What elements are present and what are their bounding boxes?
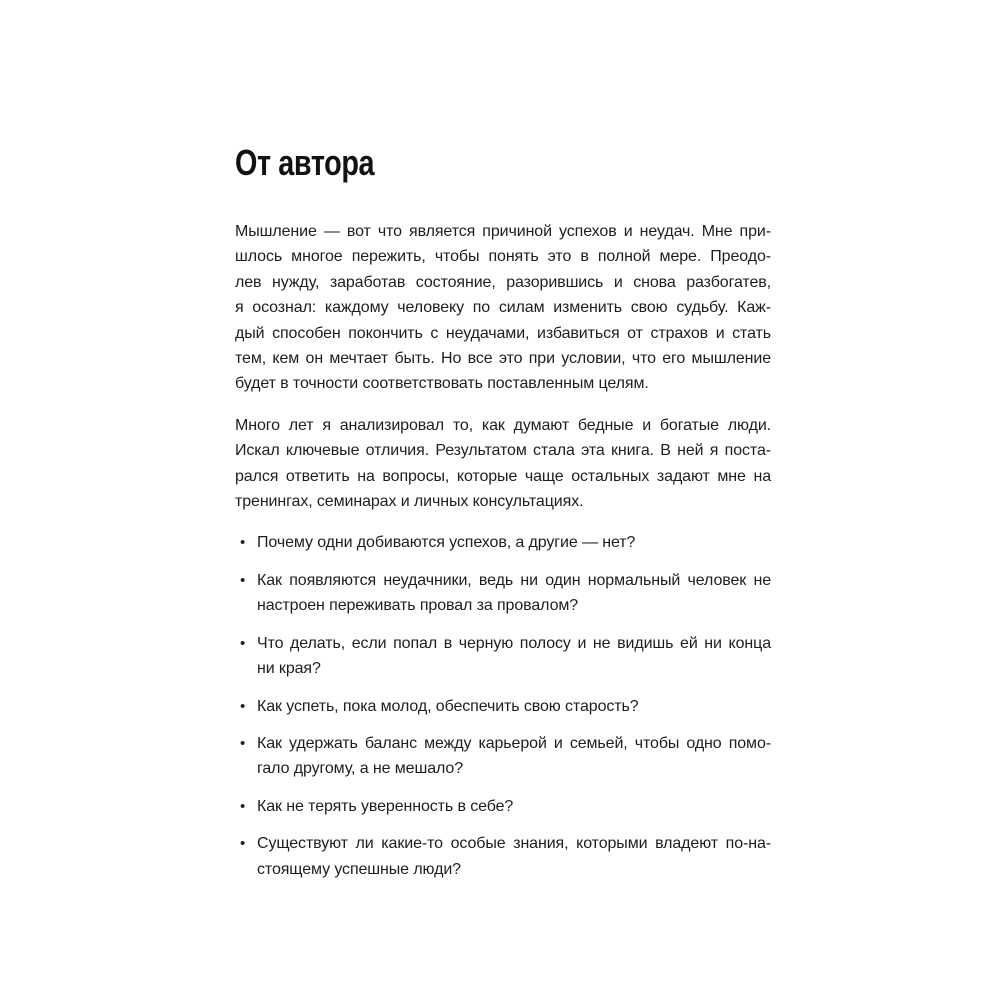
bullet-line: Как удержать баланс между карьерой и семьей, чтобы одно помо-: [257, 734, 771, 752]
book-page: [235, 143, 771, 894]
bullet-line: Как появляются неудачники, ведь ни один нормальный человек не: [257, 571, 771, 589]
bullet-icon: •: [240, 797, 246, 815]
bullet-content: [257, 831, 771, 882]
list-item: [235, 631, 771, 682]
bullet-line: Как успеть, пока молод, обеспечить свою старость?: [257, 697, 639, 715]
bullet-content: [257, 568, 771, 619]
question-list: [235, 530, 771, 881]
paragraph-line: Искал ключевые отличия. Результатом стала эта книга. В ней я поста-: [235, 442, 771, 460]
paragraph-line: я осознал: каждому человеку по силам изменить свою судьбу. Каж-: [235, 299, 771, 317]
bullet-icon: •: [240, 835, 246, 853]
bullet-content: [257, 530, 771, 555]
list-item: [235, 530, 771, 555]
bullet-content: [257, 631, 771, 682]
paragraph-line: дый способен покончить с неудачами, избавиться от страхов и стать: [235, 324, 771, 342]
bullet-line: ни края?: [257, 660, 321, 678]
bullet-line: настроен переживать провал за провалом?: [257, 597, 579, 615]
bullet-line: Существуют ли какие-то особые знания, которыми владеют по-на-: [257, 835, 771, 853]
paragraph-line: будет в точности соответствовать поставленным целям.: [235, 375, 649, 393]
bullet-icon: •: [240, 734, 246, 752]
list-item: [235, 831, 771, 882]
bullet-content: [257, 794, 771, 819]
list-item: [235, 568, 771, 619]
paragraph-line: шлось многое пережить, чтобы понять это в полной мере. Преодо-: [235, 248, 771, 266]
paragraph-line: тренингах, семинарах и личных консультациях.: [235, 493, 584, 511]
bullet-line: стоящему успешные люди?: [257, 860, 461, 878]
bullet-line: Что делать, если попал в черную полосу и не видишь ей ни конца: [257, 634, 771, 652]
bullet-icon: •: [240, 634, 246, 652]
bullet-content: [257, 694, 771, 719]
paragraph: [235, 413, 771, 515]
list-item: [235, 731, 771, 782]
bullet-icon: •: [240, 534, 246, 552]
bullet-line: Как не терять уверенность в себе?: [257, 797, 514, 815]
bullet-line: гало другому, а не мешало?: [257, 760, 464, 778]
bullet-line: Почему одни добиваются успехов, а другие — нет?: [257, 534, 636, 552]
list-item: [235, 694, 771, 719]
paragraph-line: Мышление — вот что является причиной успехов и неудач. Мне при-: [235, 223, 771, 240]
bullet-icon: •: [240, 571, 246, 589]
paragraph-line: тем, кем он мечтает быть. Но все это при условии, что его мышление: [235, 350, 771, 368]
paragraph-line: лев нужду, заработав состояние, разорившись и снова разбогатев,: [235, 273, 771, 291]
bullet-content: [257, 731, 771, 782]
bullet-icon: •: [240, 697, 246, 715]
paragraphs: [235, 219, 771, 514]
paragraph-line: Много лет я анализировал то, как думают бедные и богатые люди.: [235, 416, 771, 434]
list-item: [235, 794, 771, 819]
page-title: От автора: [235, 142, 375, 183]
paragraph: [235, 219, 771, 397]
paragraph-line: рался ответить на вопросы, которые чаще остальных задают мне на: [235, 467, 771, 485]
